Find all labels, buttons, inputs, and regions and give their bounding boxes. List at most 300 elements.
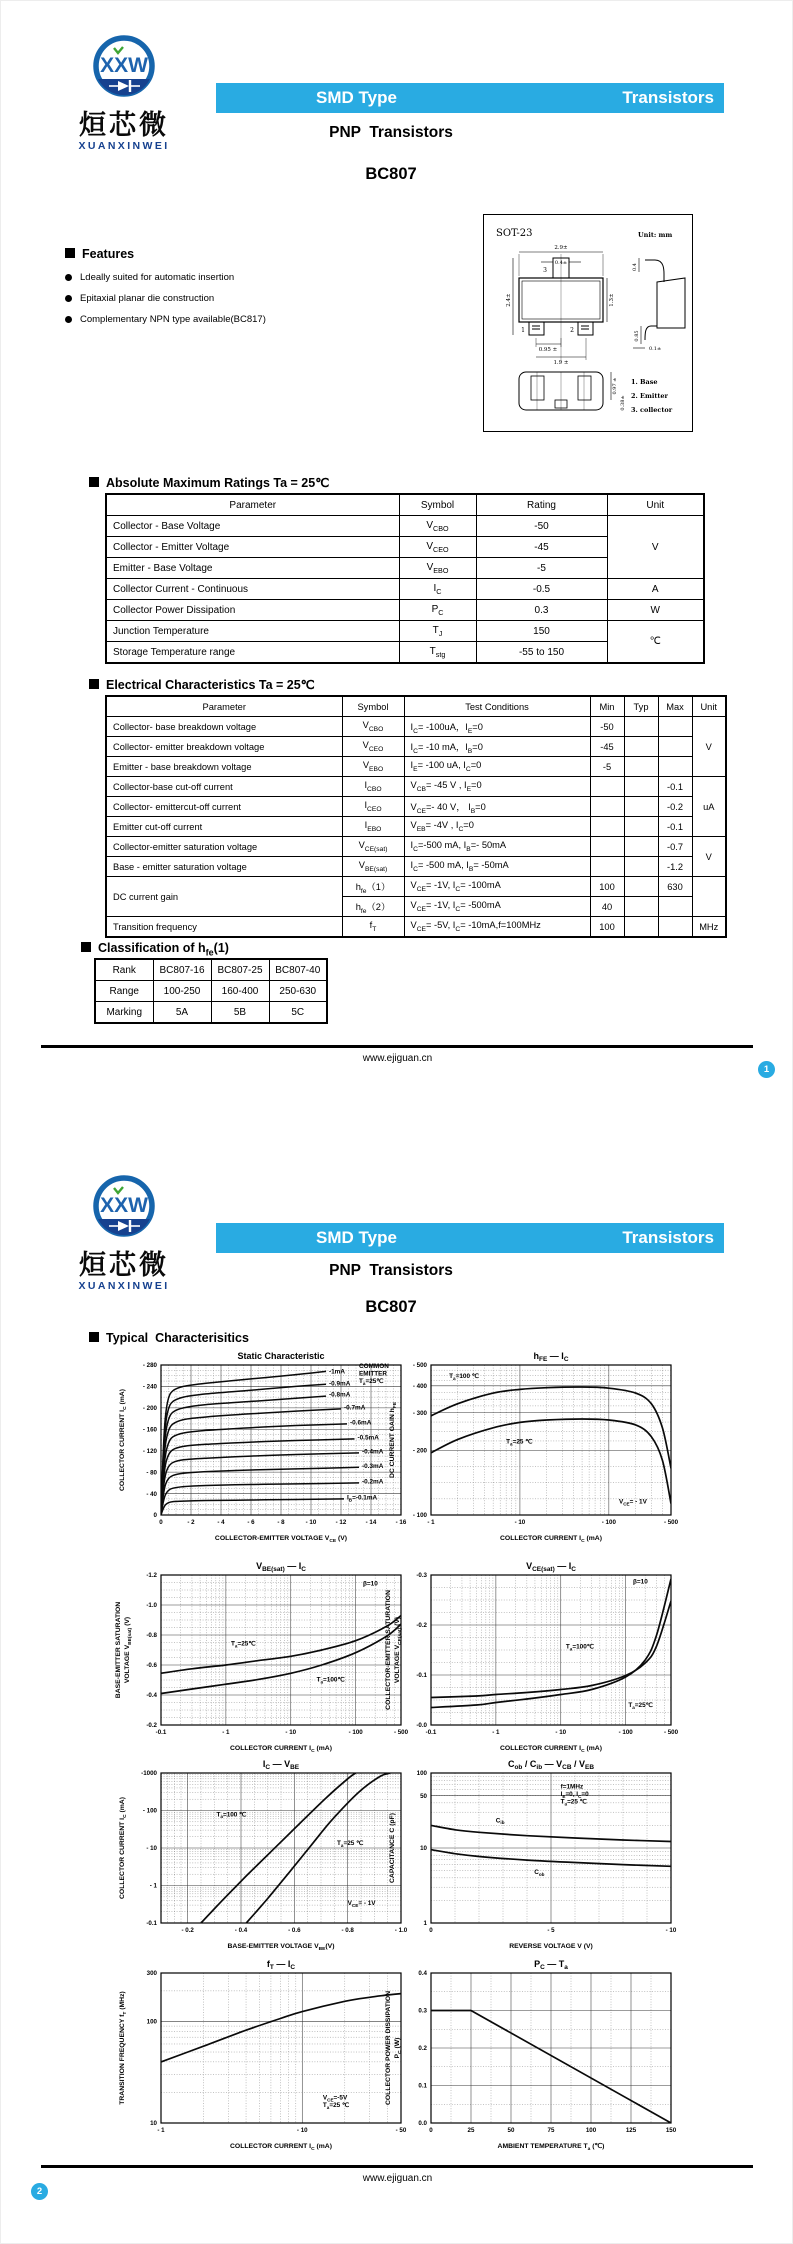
footer-divider — [41, 1045, 753, 1048]
svg-text:3: 3 — [543, 267, 547, 274]
page-number-badge: 1 — [758, 1061, 775, 1078]
chart-annotation: $T_a=25℃$ — [628, 1702, 653, 1710]
y-axis-label: VOLTAGE $V_{CE(sat)}$ (V) — [394, 1616, 403, 1684]
chart-annotation: -0.6mA — [350, 1419, 372, 1427]
parameter-cell: Collector - Emitter Voltage — [106, 537, 399, 558]
parameter-cell: Transition frequency — [106, 917, 342, 938]
parameter-cell: Collector Current - Continuous — [106, 579, 399, 600]
parameter-cell: Emitter cut-off current — [106, 817, 342, 837]
row-header-cell: Rank — [95, 959, 153, 981]
svg-text:- 14: - 14 — [365, 1519, 377, 1526]
parameter-cell: Emitter - base breakdown voltage — [106, 757, 342, 777]
table-row — [106, 837, 726, 857]
chart-annotation: β=10 — [633, 1578, 648, 1586]
min-cell: 100 — [590, 917, 624, 938]
value-cell: 5C — [269, 1002, 327, 1024]
parameter-cell: Storage Temperature range — [106, 642, 399, 664]
unit-cell: uA — [692, 777, 726, 837]
column-header: Rating — [476, 494, 607, 516]
section-square-icon — [89, 679, 99, 689]
svg-text:- 10: - 10 — [146, 1845, 157, 1853]
svg-text:0.1: 0.1 — [418, 2082, 427, 2090]
svg-text:-0.1: -0.1 — [146, 1920, 157, 1928]
header-bar — [216, 1223, 724, 1253]
column-header: Symbol — [399, 494, 476, 516]
svg-text:25: 25 — [467, 2127, 475, 2134]
svg-text:-0.3: -0.3 — [416, 1572, 427, 1580]
svg-text:- 10: - 10 — [305, 1519, 317, 1526]
typical-characteristics-heading: Typical Characterisitics — [89, 1331, 249, 1345]
chart-annotation: $V_{CE}= - 1V$ — [618, 1498, 647, 1507]
svg-text:- 400: - 400 — [412, 1382, 427, 1390]
svg-text:- 12: - 12 — [335, 1519, 347, 1526]
feature-item — [65, 272, 405, 283]
svg-text:0.85: 0.85 — [634, 330, 640, 342]
svg-text:- 80: - 80 — [146, 1469, 157, 1477]
svg-text:0.95 ±: 0.95 ± — [538, 347, 558, 353]
symbol-cell: $h_{fe}(2)$ — [342, 897, 404, 917]
svg-text:10: 10 — [420, 1845, 427, 1853]
svg-text:- 10: - 10 — [296, 2127, 308, 2134]
svg-text:1.3±: 1.3± — [609, 293, 615, 307]
package-outline-drawing — [483, 214, 693, 432]
test-conditions-cell: $V_{CB}= -45$ V , $I_E=0$ — [404, 777, 590, 797]
value-cell: 100-250 — [153, 981, 211, 1002]
svg-text:- 40: - 40 — [146, 1490, 157, 1498]
test-conditions-cell: $I_C= -10$ mA，$I_B=0$ — [404, 737, 590, 757]
parameter-cell: Collector- emitter breakdown voltage — [106, 737, 342, 757]
svg-text:-0.1: -0.1 — [425, 1729, 437, 1736]
chart-series-group — [431, 1579, 671, 1708]
svg-text:-0.1: -0.1 — [416, 1672, 427, 1680]
bullet-icon — [65, 295, 72, 302]
electrical-heading: Electrical Characteristics Ta = 25℃ — [89, 677, 315, 692]
max-cell — [658, 717, 692, 737]
section-square-icon — [65, 248, 75, 258]
value-cell: BC807-25 — [211, 959, 269, 981]
document-type-title: PNP Transistors — [329, 124, 453, 141]
column-header: Unit — [692, 696, 726, 717]
svg-text:- 100: - 100 — [618, 1729, 633, 1736]
svg-text:100: 100 — [416, 1770, 427, 1778]
typ-cell — [624, 877, 658, 897]
header-bar-left-label: SMD Type — [316, 88, 397, 107]
symbol-cell: $I_{CBO}$ — [342, 777, 404, 797]
max-cell — [658, 897, 692, 917]
chart-annotation: -0.8mA — [329, 1391, 351, 1399]
svg-text:- 160: - 160 — [142, 1426, 157, 1434]
table-header-row — [106, 494, 704, 516]
x-axis-label: REVERSE VOLTAGE V (V) — [509, 1943, 593, 1950]
column-header: Test Conditions — [404, 696, 590, 717]
table-row — [106, 797, 726, 817]
typ-cell — [624, 777, 658, 797]
hfe-classification-table — [94, 958, 328, 1024]
chart-annotation: -0.5mA — [357, 1434, 379, 1442]
chart-annotation: $T_a=100$ ℃ — [449, 1372, 479, 1381]
column-header: Parameter — [106, 696, 342, 717]
parameter-cell: DC current gain — [106, 877, 342, 917]
svg-text:50: 50 — [507, 2127, 515, 2134]
chart-annotation: COMMON — [359, 1363, 389, 1371]
chart-annotation: $C_{ob}$ — [534, 1869, 545, 1877]
min-cell: -50 — [590, 717, 624, 737]
min-cell — [590, 797, 624, 817]
typ-cell — [624, 757, 658, 777]
x-axis-label: COLLECTOR CURRENT $I_C$ (mA) — [230, 1745, 332, 1754]
brand-name-cn: 烜芯微 — [79, 110, 169, 140]
svg-text:- 500: - 500 — [663, 1729, 679, 1736]
max-cell — [658, 737, 692, 757]
series-IB=-0.5mA — [161, 1439, 355, 1515]
brand-name-en: XUANXINWEI — [78, 140, 170, 153]
symbol-cell: $f_T$ — [342, 917, 404, 938]
y-axis-label: DC CURRENT GAIN $h_{FE}$ — [389, 1401, 398, 1479]
header-bar — [216, 83, 724, 113]
table-row — [106, 621, 704, 642]
chart-annotation: $T_a=25$ ℃ — [506, 1438, 533, 1447]
typ-cell — [624, 917, 658, 938]
footer-website-link[interactable]: www.ejiguan.cn — [362, 2173, 433, 2184]
svg-text:-0.2: -0.2 — [416, 1622, 427, 1630]
table-row — [95, 959, 327, 981]
table-row — [95, 981, 327, 1002]
brand-name-en: XUANXINWEI — [78, 1280, 170, 1293]
section-square-icon — [81, 942, 91, 952]
typ-cell — [624, 897, 658, 917]
header-bar-right-label: Transistors — [622, 88, 714, 107]
table-row — [106, 600, 704, 621]
brand-name-cn: 烜芯微 — [79, 1250, 169, 1280]
svg-text:- 200: - 200 — [142, 1405, 157, 1413]
svg-text:0.4: 0.4 — [632, 263, 638, 271]
svg-text:- 1.0: - 1.0 — [394, 1927, 408, 1934]
rating-cell: -5 — [476, 558, 607, 579]
svg-text:2.4±: 2.4± — [506, 293, 512, 307]
svg-text:- 280: - 280 — [142, 1362, 157, 1370]
series-IB=-0.3mA — [161, 1467, 359, 1515]
symbol-cell: $I_{CEO}$ — [342, 797, 404, 817]
chart-annotation: $T_a=25$ ℃ — [337, 1840, 364, 1848]
svg-text:Unit: mm: Unit: mm — [638, 231, 673, 239]
svg-text:1.9 ±: 1.9 ± — [553, 360, 569, 366]
chart-annotation: -0.2mA — [362, 1478, 384, 1486]
svg-text:0.4±: 0.4± — [554, 260, 568, 266]
section-square-icon — [89, 1332, 99, 1342]
symbol-cell: $V_{CEO}$ — [399, 537, 476, 558]
unit-cell: MHz — [692, 917, 726, 938]
feature-text: Complementary NPN type available(BC817) — [80, 314, 266, 325]
rating-cell: -55 to 150 — [476, 642, 607, 664]
chart-title: $h_{FE}$ — $I_C$ — [533, 1351, 569, 1363]
y-axis-label: VOLTAGE $V_{BE(sat)}$ (V) — [124, 1616, 133, 1684]
series-IB=-0.1mA — [161, 1499, 344, 1515]
x-axis-label: COLLECTOR CURRENT $I_C$ (mA) — [230, 2143, 332, 2152]
svg-text:-0.4: -0.4 — [146, 1692, 157, 1700]
svg-text:- 6: - 6 — [247, 1519, 255, 1526]
y-axis-label: TRANSITION FREQUENCY $f_T$ (MHz) — [119, 1991, 128, 2105]
svg-text:- 1: - 1 — [427, 1519, 435, 1526]
part-number-title: BC807 — [365, 165, 417, 183]
test-conditions-cell: $V_{CE}= -1V$, $I_C= -500mA$ — [404, 897, 590, 917]
feature-text: Ldeally suited for automatic insertion — [80, 272, 235, 283]
table-row — [106, 817, 726, 837]
row-header-cell: Range — [95, 981, 153, 1002]
min-cell: -45 — [590, 737, 624, 757]
parameter-cell: Collector Power Dissipation — [106, 600, 399, 621]
chart-annotation: $T_a=25℃$ — [231, 1640, 256, 1649]
svg-text:2. Emitter: 2. Emitter — [631, 392, 668, 400]
absolute-maximum-ratings-table — [105, 493, 705, 664]
column-header: Symbol — [342, 696, 404, 717]
parameter-cell: Collector- base breakdown voltage — [106, 717, 342, 737]
unit-cell: A — [607, 579, 704, 600]
svg-text:150: 150 — [665, 2127, 677, 2134]
column-header: Max — [658, 696, 692, 717]
chart-annotation: $V_{CE}=-5V$ — [322, 2094, 348, 2103]
max-cell: 630 — [658, 877, 692, 897]
typ-cell — [624, 797, 658, 817]
chart-annotation: -0.9mA — [329, 1380, 351, 1388]
test-conditions-cell: $I_C=-500$ mA, $I_B=-$ 50mA — [404, 837, 590, 857]
svg-text:100: 100 — [585, 2127, 597, 2134]
table-row — [106, 757, 726, 777]
svg-text:- 1: - 1 — [492, 1729, 500, 1736]
svg-text:- 500: - 500 — [412, 1362, 427, 1370]
parameter-cell: Emitter - Base Voltage — [106, 558, 399, 579]
symbol-cell: $P_C$ — [399, 600, 476, 621]
chart-title: Static Characteristic — [237, 1351, 325, 1361]
svg-text:- 0.6: - 0.6 — [288, 1927, 301, 1934]
value-cell: BC807-40 — [269, 959, 327, 981]
svg-text:300: 300 — [146, 1970, 157, 1978]
symbol-cell: $T_{stg}$ — [399, 642, 476, 664]
svg-text:- 10: - 10 — [514, 1519, 526, 1526]
brand-logo-icon — [87, 1171, 161, 1245]
svg-text:SOT-23: SOT-23 — [496, 228, 533, 239]
svg-text:- 4: - 4 — [217, 1519, 225, 1526]
svg-text:- 1: - 1 — [222, 1729, 230, 1736]
svg-text:- 0.2: - 0.2 — [181, 1927, 194, 1934]
min-cell: 40 — [590, 897, 624, 917]
chart-annotation: -1mA — [329, 1368, 345, 1376]
svg-text:- 100: - 100 — [412, 1512, 427, 1520]
symbol-cell: $V_{BE(sat)}$ — [342, 857, 404, 877]
typ-cell — [624, 857, 658, 877]
test-conditions-cell: $V_{EB}= -4V$ , $I_C=0$ — [404, 817, 590, 837]
symbol-cell: $T_J$ — [399, 621, 476, 642]
rating-cell: 0.3 — [476, 600, 607, 621]
classification-heading: Classification of $h_{fe}(1)$ — [81, 941, 229, 958]
chart-annotation: β=10 — [363, 1580, 378, 1588]
svg-text:0: 0 — [429, 2127, 433, 2134]
column-header: Parameter — [106, 494, 399, 516]
svg-text:- 10: - 10 — [665, 1927, 677, 1934]
x-axis-label: COLLECTOR-EMITTER VOLTAGE $V_{CE}$ (V) — [214, 1535, 348, 1544]
symbol-cell: $V_{CBO}$ — [342, 717, 404, 737]
logo-letters: XXW — [100, 1194, 148, 1217]
svg-text:0.0: 0.0 — [418, 2120, 427, 2128]
svg-text:50: 50 — [420, 1792, 427, 1800]
parameter-cell: Collector-base cut-off current — [106, 777, 342, 797]
row-header-cell: Marking — [95, 1002, 153, 1024]
svg-text:- 0.8: - 0.8 — [341, 1927, 354, 1934]
test-conditions-cell: $V_{CE}= -5V$, $I_C= -10mA,f=100MHz$ — [404, 917, 590, 938]
feature-item — [65, 314, 405, 325]
svg-text:0.38±: 0.38± — [620, 395, 626, 411]
feature-item — [65, 293, 405, 304]
column-header: Unit — [607, 494, 704, 516]
parameter-cell: Collector- emittercut-off current — [106, 797, 342, 817]
table-row — [106, 737, 726, 757]
x-axis-label: COLLECTOR CURRENT $I_C$ (mA) — [500, 1535, 602, 1544]
test-conditions-cell: $I_C= -100uA$，$I_E=0$ — [404, 717, 590, 737]
svg-text:- 10: - 10 — [555, 1729, 567, 1736]
value-cell: 250-630 — [269, 981, 327, 1002]
y-axis-label: COLLECTOR-EMITTER SATURATION — [385, 1590, 392, 1710]
svg-text:-1.0: -1.0 — [146, 1602, 157, 1610]
chart-hfe-vs-ic — [349, 1349, 701, 1554]
svg-text:2.9±: 2.9± — [554, 245, 568, 251]
chart-annotation: $C_{ib}$ — [495, 1817, 505, 1826]
svg-text:0: 0 — [153, 1512, 157, 1520]
max-cell: -0.1 — [658, 777, 692, 797]
svg-text:100: 100 — [146, 2018, 157, 2026]
symbol-cell: $V_{CBO}$ — [399, 516, 476, 537]
test-conditions-cell: $I_E= -100$ uA, $I_C=0$ — [404, 757, 590, 777]
chart-title: $C_{ob} / C_{ib}$ — $V_{CB} / V_{EB}$ — [507, 1759, 595, 1771]
chart-annotation: -0.3mA — [362, 1462, 384, 1470]
svg-text:- 50: - 50 — [395, 2127, 407, 2134]
header-bar-left-label: SMD Type — [316, 1228, 397, 1247]
y-axis-label: BASE-EMITTER SATURATION — [115, 1601, 122, 1699]
table-row — [106, 717, 726, 737]
unit-cell: ℃ — [607, 621, 704, 664]
brand-logo-icon — [87, 31, 161, 105]
min-cell — [590, 857, 624, 877]
header-bar-right-label: Transistors — [622, 1228, 714, 1247]
symbol-cell: $V_{EBO}$ — [399, 558, 476, 579]
svg-text:2: 2 — [570, 327, 574, 334]
features-heading: Features — [65, 247, 405, 261]
rating-cell: -0.5 — [476, 579, 607, 600]
footer-website-link[interactable]: www.ejiguan.cn — [362, 1053, 433, 1064]
svg-text:- 120: - 120 — [142, 1447, 157, 1455]
parameter-cell: Junction Temperature — [106, 621, 399, 642]
max-cell — [658, 757, 692, 777]
column-header: Typ — [624, 696, 658, 717]
symbol-cell: $V_{EBO}$ — [342, 757, 404, 777]
part-number-title: BC807 — [365, 1298, 417, 1316]
chart-annotation: $T_a=25$ ℃ — [322, 2102, 350, 2110]
svg-text:10: 10 — [150, 2120, 157, 2128]
typ-cell — [624, 717, 658, 737]
footer-divider — [41, 2165, 753, 2168]
parameter-cell: Collector-emitter saturation voltage — [106, 837, 342, 857]
max-cell: -0.7 — [658, 837, 692, 857]
table-row — [106, 579, 704, 600]
symbol-cell: $I_C$ — [399, 579, 476, 600]
svg-text:- 16: - 16 — [395, 1519, 407, 1526]
svg-text:-0.6: -0.6 — [146, 1662, 157, 1670]
x-axis-label: BASE-EMITTER VOLTAGE $V_{BE}(V)$ — [227, 1943, 335, 1952]
svg-text:- 2: - 2 — [187, 1519, 195, 1526]
column-header: Min — [590, 696, 624, 717]
svg-text:- 1: - 1 — [149, 1882, 157, 1890]
value-cell: 5A — [153, 1002, 211, 1024]
min-cell — [590, 777, 624, 797]
min-cell — [590, 817, 624, 837]
table-row — [106, 777, 726, 797]
typ-cell — [624, 737, 658, 757]
svg-text:- 240: - 240 — [142, 1383, 157, 1391]
logo-letters: XXW — [100, 54, 148, 77]
parameter-cell: Collector - Base Voltage — [106, 516, 399, 537]
chart-title: $V_{CE(sat)}$ — $I_C$ — [526, 1561, 576, 1573]
chart-annotation: $T_a=100$ ℃ — [216, 1811, 247, 1820]
chart-annotation: $T_a=100℃$ — [316, 1676, 345, 1685]
svg-text:- 200: - 200 — [412, 1447, 427, 1455]
svg-text:75: 75 — [547, 2127, 555, 2134]
max-cell: -0.1 — [658, 817, 692, 837]
chart-annotation: -0.4mA — [362, 1448, 384, 1456]
svg-text:0.3: 0.3 — [418, 2007, 427, 2015]
chart-annotation: f=1MHz — [560, 1783, 584, 1791]
series-Ta=100C — [431, 1579, 671, 1708]
abs-max-heading: Absolute Maximum Ratings Ta = 25℃ — [89, 475, 329, 490]
rating-cell: -50 — [476, 516, 607, 537]
svg-text:- 5: - 5 — [547, 1927, 555, 1934]
chart-annotation: $V_{CE}= - 1V$ — [347, 1900, 376, 1908]
unit-cell: V — [692, 837, 726, 877]
chart-annotation: $I_E=0$, $I_C=0$ — [560, 1791, 589, 1799]
typ-cell — [624, 817, 658, 837]
feature-text: Epitaxial planar die construction — [80, 293, 215, 304]
svg-text:0: 0 — [429, 1927, 433, 1934]
svg-text:125: 125 — [625, 2127, 637, 2134]
svg-text:-0.0: -0.0 — [416, 1722, 427, 1730]
svg-text:- 500: - 500 — [393, 1729, 409, 1736]
svg-text:- 100: - 100 — [601, 1519, 616, 1526]
chart-title: $P_C$ — $T_a$ — [534, 1959, 568, 1971]
typ-cell — [624, 837, 658, 857]
max-cell — [658, 917, 692, 938]
chart-series-group — [431, 1387, 671, 1504]
svg-text:- 500: - 500 — [663, 1519, 679, 1526]
table-row — [95, 1002, 327, 1024]
chart-capacitance-vs-reverse-voltage — [349, 1757, 701, 1962]
chart-pc-vs-ta — [349, 1957, 701, 2162]
test-conditions-cell: $I_C= -500$ mA, $I_B= -50mA$ — [404, 857, 590, 877]
page-number-badge: 2 — [31, 2183, 48, 2200]
chart-title: $V_{BE(sat)}$ — $I_C$ — [256, 1561, 306, 1573]
table-row — [106, 877, 726, 897]
features-section — [65, 247, 405, 335]
y-axis-label: COLLECTOR CURRENT $I_C$ (mA) — [119, 1389, 128, 1491]
svg-text:- 10: - 10 — [285, 1729, 297, 1736]
symbol-cell: $V_{CEO}$ — [342, 737, 404, 757]
symbol-cell: $h_{fe}(1)$ — [342, 877, 404, 897]
svg-text:- 0.4: - 0.4 — [234, 1927, 248, 1934]
svg-text:-1.2: -1.2 — [146, 1572, 157, 1580]
table-row — [106, 516, 704, 537]
svg-text:0: 0 — [159, 1519, 163, 1526]
unit-cell: W — [607, 600, 704, 621]
y-axis-label: CAPACITANCE C (pF) — [389, 1813, 396, 1883]
symbol-cell: $I_{EBO}$ — [342, 817, 404, 837]
chart-annotation: $I_B=-0.1mA$ — [347, 1494, 378, 1503]
symbol-cell: $V_{CE(sat)}$ — [342, 837, 404, 857]
